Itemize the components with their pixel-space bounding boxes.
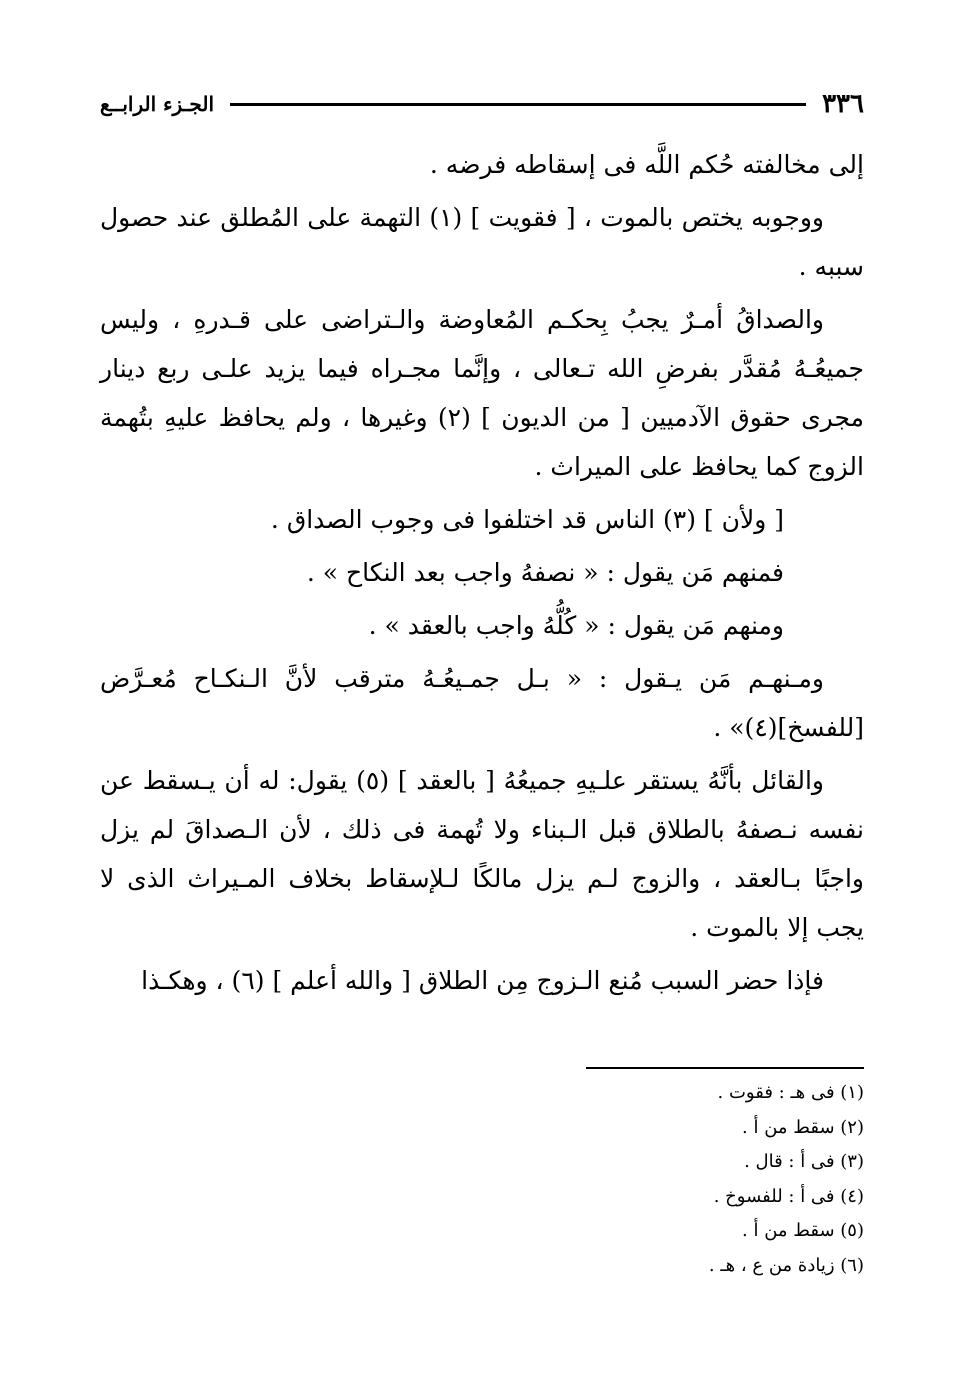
footnote-item: (١) فى هـ : فقوت . bbox=[717, 1082, 864, 1103]
footnotes bbox=[560, 1076, 864, 1283]
main-text bbox=[100, 140, 864, 1009]
paragraph: [ ولأن ] (٣) الناس قد اختلفوا فى وجوب الصداق . bbox=[270, 505, 784, 534]
footnote-item: (٥) سقط من أ . bbox=[742, 1220, 864, 1241]
page-number: ٣٣٦ bbox=[822, 89, 864, 119]
part-title: الجـزء الرابــع bbox=[100, 92, 214, 116]
paragraph: ومـنهـم مَن يـقول : « بـل جمـيعُـهُ مترقب لأنَّ الـنكـاح مُعـرَّض [للفسخ](٤)» . bbox=[100, 664, 864, 742]
paragraph: ومنهم مَن يقول : « كُلُّهُ واجب بالعقد » . bbox=[368, 611, 784, 640]
paragraph: ووجوبه يختص بالموت ، [ فقويت ] (١) التهمة على المُطلق عند حصول سببه . bbox=[100, 203, 864, 281]
paragraph: فإذا حضر السبب مُنع الـزوج مِن الطلاق [ والله أعلم ] (٦) ، وهكـذا bbox=[141, 966, 824, 995]
paragraph: والصداقُ أمـرٌ يجبُ بِحكـم المُعاوضة والـتراضى على قـدرهِ ، وليس جميعُـهُ مُقدَّر بفرضِ الله تـعالى ، وإنَّما مجـراه فيما يزيد علـى ربع دينار مجرى حقوق الآدميين [ من الديون ] (٢) وغيرها ، ولم يحافظ عليهِ بتُهمة الزوج كما يحافظ على الميراث . bbox=[100, 305, 864, 481]
footnote-item: (٤) فى أ : للفسوخ . bbox=[713, 1185, 864, 1207]
footnote-rule bbox=[586, 1067, 864, 1069]
header-rule bbox=[230, 103, 806, 106]
page-header bbox=[100, 84, 864, 124]
footnote-item: (٣) فى أ : قال . bbox=[744, 1151, 864, 1172]
paragraph: والقائل بأنَّهُ يستقر علـيهِ جميعُهُ [ بالعقد ] (٥) يقول: له أن يـسقط عن نفسه نـصفهُ بالطلاق قبل الـبناء ولا تُهمة فى ذلك ، لأن الـصداقَ لم يزل واجبًا بـالعقد ، والزوج لـم يزل مالكًا لـلإسقاط بخلاف المـيراث الذى لا يجب إلا بالموت . bbox=[100, 766, 864, 942]
footnote-item: (٦) زيادة من ع ، هـ . bbox=[708, 1254, 864, 1276]
paragraph: إلى مخالفته حُكم اللَّه فى إسقاطه فرضه . bbox=[429, 150, 864, 179]
footnote-item: (٢) سقط من أ . bbox=[742, 1116, 864, 1138]
paragraph: فمنهم مَن يقول : « نصفهُ واجب بعد النكاح » . bbox=[306, 558, 784, 587]
